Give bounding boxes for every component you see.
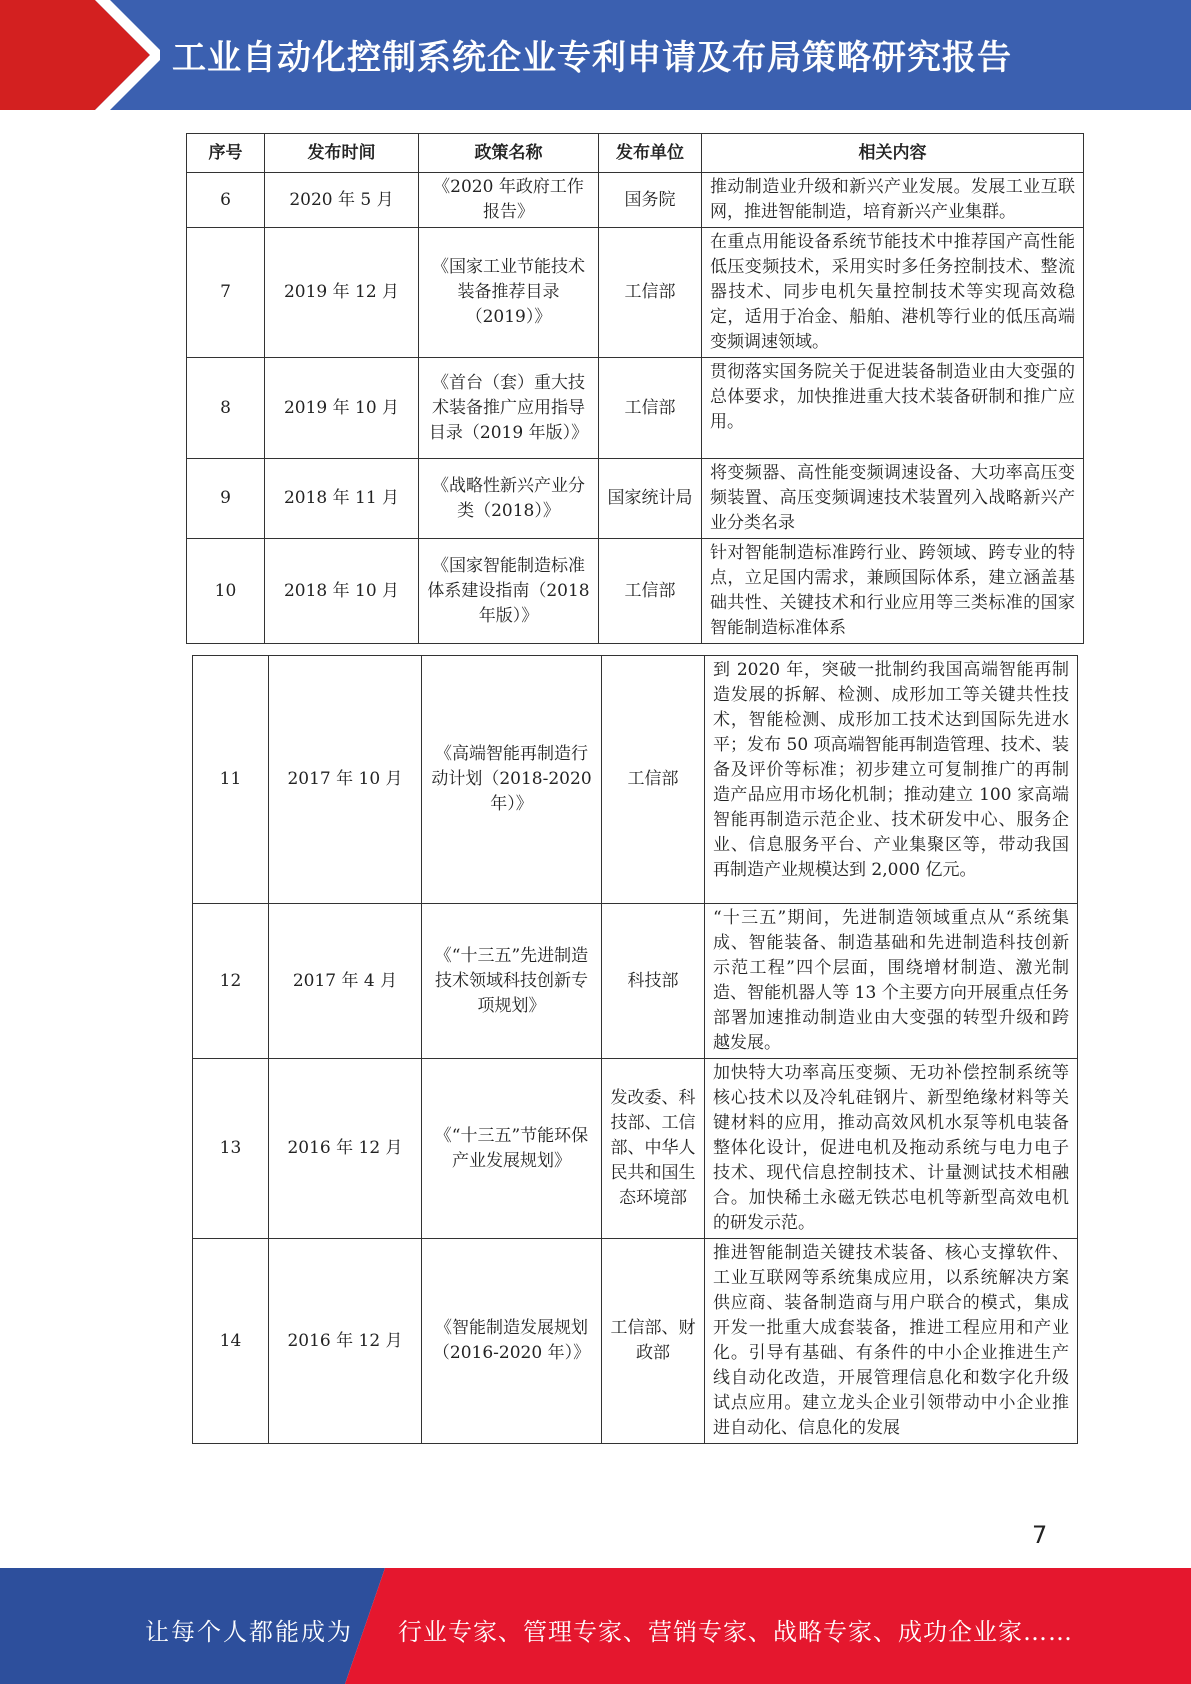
header-policy-name: 政策名称 (419, 134, 599, 173)
row-unit: 工信部 (599, 228, 702, 358)
row-date: 2017 年 10 月 (269, 656, 422, 904)
row-policy-name: 《“十三五”先进制造技术领域科技创新专项规划》 (422, 904, 602, 1059)
row-date: 2016 年 12 月 (269, 1059, 422, 1239)
row-content: 推动制造业升级和新兴产业发展。发展工业互联网，推进智能制造，培育新兴产业集群。 (702, 173, 1084, 228)
table-row (193, 1239, 1078, 1444)
row-content: 将变频器、高性能变频调速设备、大功率高压变频装置、高压变频调速技术装置列入战略新兴产业分类名录 (702, 459, 1084, 539)
table-row (187, 459, 1084, 539)
policy-table-part1 (186, 133, 1084, 644)
row-no: 7 (187, 228, 265, 358)
row-content: 推进智能制造关键技术装备、核心支撑软件、工业互联网等系统集成应用，以系统解决方案供应商、装备制造商与用户联合的模式，集成开发一批重大成套装备，推进工程应用和产业化。引导有基础、有条件的中小企业推进生产线自动化改造，开展管理信息化和数字化升级试点应用。建立龙头企业引领带动中小企业推进自动化、信息化的发展 (705, 1239, 1078, 1444)
row-date: 2018 年 11 月 (265, 459, 419, 539)
header-date: 发布时间 (265, 134, 419, 173)
row-no: 13 (193, 1059, 269, 1239)
row-policy-name: 《智能制造发展规划（2016-2020 年）》 (422, 1239, 602, 1444)
row-unit: 工信部 (599, 539, 702, 644)
row-date: 2016 年 12 月 (269, 1239, 422, 1444)
table-row (187, 173, 1084, 228)
header-content: 相关内容 (702, 134, 1084, 173)
row-content: 针对智能制造标准跨行业、跨领域、跨专业的特点，立足国内需求，兼顾国际体系，建立涵盖基础共性、关键技术和行业应用等三类标准的国家智能制造标准体系 (702, 539, 1084, 644)
row-date: 2019 年 10 月 (265, 358, 419, 459)
row-no: 11 (193, 656, 269, 904)
row-policy-name: 《2020 年政府工作报告》 (419, 173, 599, 228)
header-unit: 发布单位 (599, 134, 702, 173)
row-unit: 国务院 (599, 173, 702, 228)
footer-slogan-left: 让每个人都能成为 (145, 1618, 353, 1646)
row-date: 2018 年 10 月 (265, 539, 419, 644)
row-policy-name: 《首台（套）重大技术装备推广应用指导目录（2019 年版）》 (419, 358, 599, 459)
page-header (0, 0, 1191, 110)
page-number: 7 (1032, 1521, 1048, 1549)
row-policy-name: 《高端智能再制造行动计划（2018-2020 年）》 (422, 656, 602, 904)
row-unit: 工信部 (599, 358, 702, 459)
row-content: “十三五”期间，先进制造领域重点从“系统集成、智能装备、制造基础和先进制造科技创新示范工程”四个层面，围绕增材制造、激光制造、智能机器人等 13 个主要方向开展重点任务部署加速推动制造业由大变强的转型升级和跨越发展。 (705, 904, 1078, 1059)
row-date: 2019 年 12 月 (265, 228, 419, 358)
row-policy-name: 《国家智能制造标准体系建设指南（2018 年版）》 (419, 539, 599, 644)
row-no: 10 (187, 539, 265, 644)
row-date: 2020 年 5 月 (265, 173, 419, 228)
row-unit: 工信部 (602, 656, 705, 904)
row-content: 在重点用能设备系统节能技术中推荐国产高性能低压变频技术，采用实时多任务控制技术、整流器技术、同步电机矢量控制技术等实现高效稳定，适用于冶金、船舶、港机等行业的低压高端变频调速领域。 (702, 228, 1084, 358)
footer-slogan-right: 行业专家、管理专家、营销专家、战略专家、成功企业家…… (398, 1618, 1073, 1646)
table-row (193, 904, 1078, 1059)
row-no: 12 (193, 904, 269, 1059)
report-title: 工业自动化控制系统企业专利申请及布局策略研究报告 (172, 38, 1012, 78)
row-unit: 发改委、科技部、工信部、中华人民共和国生态环境部 (602, 1059, 705, 1239)
row-policy-name: 《“十三五”节能环保产业发展规划》 (422, 1059, 602, 1239)
row-unit: 工信部、财政部 (602, 1239, 705, 1444)
row-no: 8 (187, 358, 265, 459)
row-no: 6 (187, 173, 265, 228)
policy-table-part2 (192, 655, 1078, 1444)
row-content: 到 2020 年，突破一批制约我国高端智能再制造发展的拆解、检测、成形加工等关键共性技术，智能检测、成形加工技术达到国际先进水平；发布 50 项高端智能再制造管理、技术、装备及评价等标准；初步建立可复制推广的再制造产品应用市场化机制；推动建立 100 家高端智能再制造示范企业、技术研发中心、服务企业、信息服务平台、产业集聚区等，带动我国再制造产业规模达到 2,000 亿元。 (705, 656, 1078, 904)
table-row (193, 1059, 1078, 1239)
table-header-row (187, 134, 1084, 173)
table-row (187, 228, 1084, 358)
page-footer (0, 1568, 1191, 1684)
row-no: 14 (193, 1239, 269, 1444)
table-row (187, 358, 1084, 459)
row-date: 2017 年 4 月 (269, 904, 422, 1059)
row-unit: 国家统计局 (599, 459, 702, 539)
row-no: 9 (187, 459, 265, 539)
row-policy-name: 《战略性新兴产业分类（2018）》 (419, 459, 599, 539)
row-unit: 科技部 (602, 904, 705, 1059)
header-no: 序号 (187, 134, 265, 173)
table-row (187, 539, 1084, 644)
row-policy-name: 《国家工业节能技术装备推荐目录（2019）》 (419, 228, 599, 358)
row-content: 加快特大功率高压变频、无功补偿控制系统等核心技术以及冷轧硅钢片、新型绝缘材料等关键材料的应用，推动高效风机水泵等机电装备整体化设计，促进电机及拖动系统与电力电子技术、现代信息控制技术、计量测试技术相融合。加快稀土永磁无铁芯电机等新型高效电机的研发示范。 (705, 1059, 1078, 1239)
table-row (193, 656, 1078, 904)
row-content: 贯彻落实国务院关于促进装备制造业由大变强的总体要求，加快推进重大技术装备研制和推广应用。 (702, 358, 1084, 459)
header-chevron-decoration (0, 0, 160, 110)
